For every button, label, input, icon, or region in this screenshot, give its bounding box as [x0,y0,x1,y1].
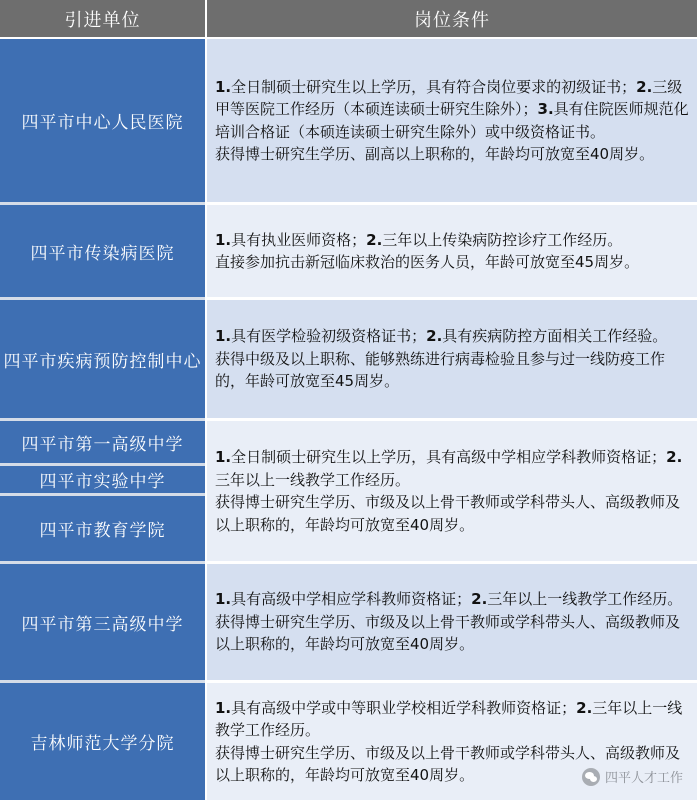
item-text: 具有疾病防控方面相关工作经验。 [442,327,668,346]
item-number: 1. [215,327,232,346]
item-text: 全日制硕士研究生以上学历，具有符合岗位要求的初级证书； [231,77,637,96]
item-text: 具有执业医师资格； [231,230,367,249]
age-note: 直接参加抗击新冠临床救治的医务人员，年龄可放宽至45周岁。 [215,253,640,271]
unit-cell: 四平市第三高级中学 [0,564,205,680]
header-condition: 岗位条件 [207,0,697,37]
item-number: 1. [215,448,232,466]
condition-paragraph [215,697,689,742]
item-text: 具有医学检验初级资格证书； [231,327,427,346]
item-number: 2. [471,590,488,609]
condition-paragraph [215,588,689,611]
unit-cell: 吉林师范大学分院 [0,683,205,800]
item-text: 具有住院医师规范化培训合格证（本硕连读硕士研究生除外）或中级资格证书。 [215,100,689,141]
item-text: 三级甲等医院工作经历（本硕连读硕士研究生除外）； [215,77,683,118]
item-text: 具有高级中学或中等职业学校相近学科教师资格证； [231,698,577,717]
unit-cell: 四平市教育学院 [0,496,205,561]
item-number: 1. [215,77,232,96]
age-note: 获得博士研究生学历、市级及以上骨干教师或学科带头人、高级教师及以上职称的，年龄均可放宽至40周岁。 [215,612,681,654]
condition-cell [207,205,697,297]
condition-cell [207,421,697,561]
watermark [582,767,683,786]
wechat-icon [582,768,600,786]
age-note: 获得中级及以上职称、能够熟练进行病毒检验且参与过一线防疫工作的，年龄可放宽至45周岁。 [215,349,666,391]
item-number: 2. [636,77,653,96]
unit-cell: 四平市传染病医院 [0,205,205,297]
item-number: 1. [215,230,232,249]
age-note: 获得博士研究生学历、市级及以上骨干教师或学科带头人、高级教师及以上职称的，年龄均可放宽至40周岁。 [215,743,681,784]
condition-cell [207,300,697,418]
condition-paragraph [215,229,689,252]
header-unit: 引进单位 [0,0,207,37]
unit-cell: 四平市疾病预防控制中心 [0,300,205,418]
item-text: 全日制硕士研究生以上学历，具有高级中学相应学科教师资格证； [231,448,667,466]
item-number: 1. [215,698,232,717]
item-number: 1. [215,590,232,609]
item-number: 2. [666,448,683,466]
item-text: 三年以上一线教学工作经历。 [215,470,411,489]
condition-paragraph [215,76,689,144]
item-number: 2. [366,230,383,249]
item-text: 三年以上一线教学工作经历。 [215,698,683,739]
item-text: 三年以上传染病防控诊疗工作经历。 [382,230,623,249]
condition-cell [207,564,697,680]
unit-cell: 四平市实验中学 [0,466,205,493]
unit-cell: 四平市中心人民医院 [0,39,205,202]
age-note: 获得博士研究生学历、副高以上职称的，年龄均可放宽至40周岁。 [215,145,655,163]
item-number: 2. [426,327,443,346]
condition-cell [207,39,697,202]
watermark-text: 四平人才工作 [604,771,683,786]
condition-paragraph [215,325,689,348]
item-text: 三年以上一线教学工作经历。 [487,590,683,609]
column-divider [205,37,207,800]
item-number: 2. [576,698,593,717]
item-number: 3. [537,100,554,118]
item-text: 具有高级中学相应学科教师资格证； [231,590,472,609]
unit-cell: 四平市第一高级中学 [0,421,205,463]
age-note: 获得博士研究生学历、市级及以上骨干教师或学科带头人、高级教师及以上职称的，年龄均可放宽至40周岁。 [215,493,681,534]
condition-paragraph [215,446,689,491]
